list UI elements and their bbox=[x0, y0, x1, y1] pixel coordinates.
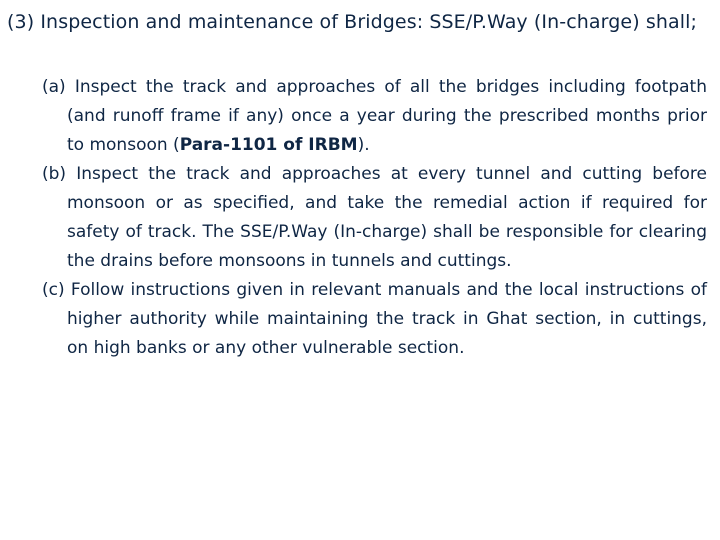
item-text: Inspect the track and approaches at every tunnel and cutting before monsoon or as specified, and take the remedial action if required for safety of track. The SSE/P.Way (In-charge) shall be responsible for clearing the drains before monsoons in tunnels and cuttings. bbox=[67, 164, 707, 271]
instruction-item-a bbox=[42, 73, 707, 160]
reference-para: Para-1101 of IRBM bbox=[179, 135, 358, 155]
instruction-item-b bbox=[42, 160, 707, 276]
item-marker: (b) bbox=[42, 164, 67, 184]
instruction-list bbox=[42, 73, 707, 363]
section-heading: (3) Inspection and maintenance of Bridges: SSE/P.Way (In-charge) shall; bbox=[7, 11, 697, 33]
item-marker: (c) bbox=[42, 280, 65, 300]
item-text: Follow instructions given in relevant manuals and the local instructions of higher authority while maintaining the track in Ghat section, in cuttings, on high banks or any other vulnerable section. bbox=[67, 280, 707, 358]
item-text-end: ). bbox=[357, 135, 370, 155]
item-marker: (a) bbox=[42, 77, 66, 97]
item-text: Inspect the track and approaches of all the bridges including footpath (and runoff frame if any) once a year during the prescribed months prior to monsoon ( bbox=[67, 77, 707, 155]
instruction-item-c bbox=[42, 276, 707, 363]
